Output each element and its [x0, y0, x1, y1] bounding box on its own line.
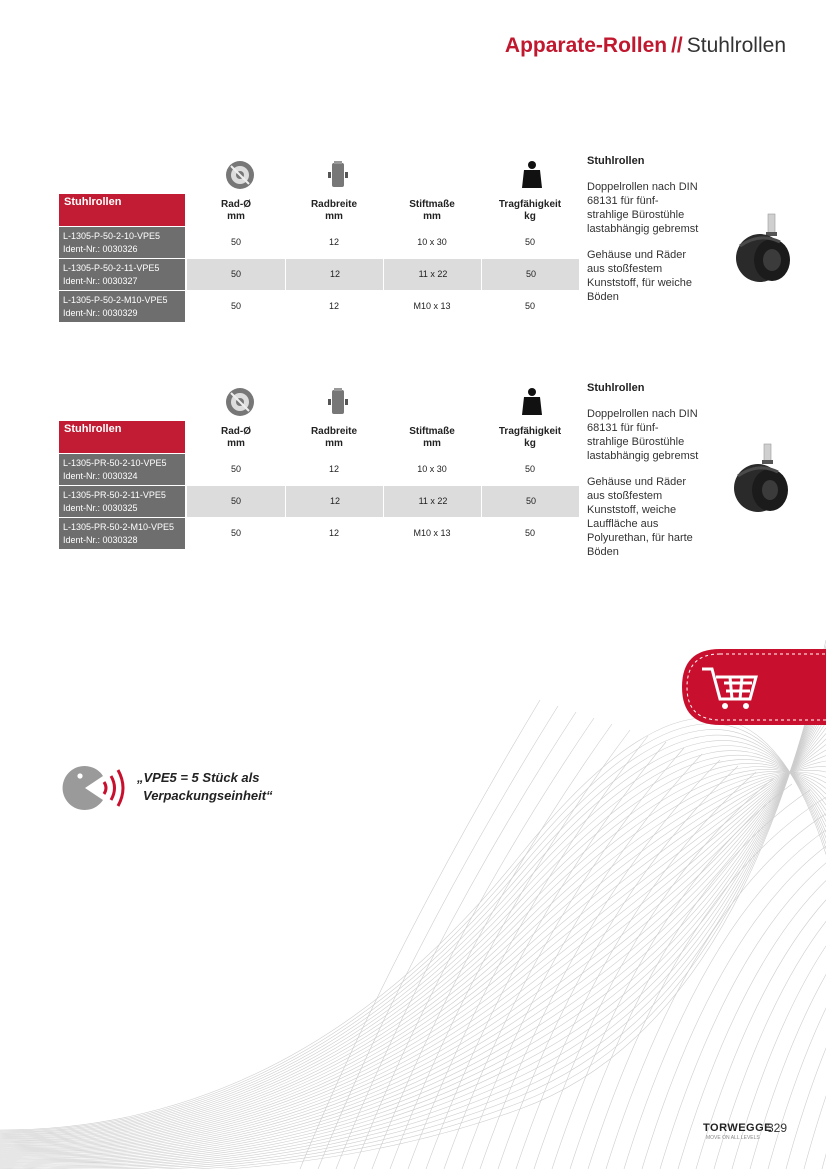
cell-wheel-width: 12: [328, 237, 339, 247]
cell-load-capacity: 50: [524, 464, 535, 474]
cell-load-capacity: 50: [524, 301, 535, 311]
cell-pin-size: M10 x 13: [413, 301, 451, 311]
col-header-pin-size: Stiftmaße mm: [409, 199, 455, 222]
table-icons-row: [217, 158, 579, 192]
description-heading: Stuhlrollen: [587, 155, 645, 167]
brand-tagline: MOVE ON ALL LEVELS: [706, 1135, 760, 1141]
product-code: L-1305-PR-50-2-11-VPE5 Ident-Nr.: 0030325: [59, 486, 185, 517]
cell-load-capacity: 50: [481, 486, 580, 517]
product-description-2: [587, 381, 699, 571]
table-header: [59, 421, 579, 453]
brand-logo: TORWEGGE: [703, 1122, 772, 1134]
description-paragraph: Gehäuse und Räder aus stoßfestem Kunststoff, für weiche Böden: [587, 249, 692, 303]
page-header: [505, 34, 786, 58]
product-code: L-1305-P-50-2-10-VPE5 Ident-Nr.: 0030326: [59, 227, 185, 258]
col-header-load-capacity: Tragfähigkeit kg: [498, 426, 562, 449]
table-row: [59, 291, 579, 323]
cell-wheel-diameter: 50: [230, 269, 241, 279]
table-row: [59, 518, 579, 550]
cell-wheel-diameter: 50: [230, 237, 241, 247]
description-heading: Stuhlrollen: [587, 382, 645, 394]
wheel-diameter-icon: [223, 385, 257, 419]
wheel-width-icon: [321, 158, 355, 192]
col-header-pin-size: Stiftmaße mm: [409, 426, 455, 449]
shopping-cart-badge[interactable]: [680, 645, 826, 729]
col-header-wheel-diameter: Rad-Ø mm: [221, 199, 251, 222]
table-header: [59, 194, 579, 226]
chair-caster-image-2: [730, 440, 800, 520]
col-header-wheel-width: Radbreite mm: [310, 199, 358, 222]
packaging-unit-note: „VPE5 = 5 Stück als Verpackungseinheit“: [137, 770, 273, 803]
table-title: Stuhlrollen: [59, 194, 185, 226]
chair-caster-image-1: [730, 210, 800, 290]
table-icons-row: [217, 385, 579, 419]
header-subcategory: Stuhlrollen: [686, 34, 786, 57]
cell-load-capacity: 50: [524, 237, 535, 247]
description-paragraph: Doppelrollen nach DIN 68131 für fünf-strahlige Bürostühle lastabhängig gebremst: [587, 181, 699, 235]
cell-pin-size: 11 x 22: [383, 486, 482, 517]
page-number: 329: [767, 1121, 788, 1135]
cell-pin-size: M10 x 13: [413, 528, 451, 538]
product-code: L-1305-P-50-2-11-VPE5 Ident-Nr.: 0030327: [59, 259, 185, 290]
table-row: [59, 454, 579, 486]
packaging-unit-icon: [58, 762, 134, 814]
product-description-1: [587, 154, 699, 316]
product-code: L-1305-PR-50-2-10-VPE5 Ident-Nr.: 0030324: [59, 454, 185, 485]
description-paragraph: Gehäuse und Räder aus stoßfestem Kunststoff, weiche Lauffläche aus Polyurethan, für harte Böden: [587, 476, 693, 558]
header-separator: //: [671, 34, 683, 57]
cell-wheel-diameter: 50: [230, 464, 241, 474]
load-weight-icon: [515, 385, 549, 419]
cell-load-capacity: 50: [481, 259, 580, 290]
load-weight-icon: [515, 158, 549, 192]
table-row: [59, 227, 579, 259]
cell-wheel-diameter: 50: [230, 301, 241, 311]
cell-wheel-width: 12: [328, 301, 339, 311]
table-row: [59, 486, 579, 518]
product-code: L-1305-PR-50-2-M10-VPE5 Ident-Nr.: 0030328: [59, 518, 185, 549]
wheel-diameter-icon: [223, 158, 257, 192]
cell-wheel-width: 12: [285, 259, 384, 290]
wheel-width-icon: [321, 385, 355, 419]
table-title: Stuhlrollen: [59, 421, 185, 453]
description-paragraph: Doppelrollen nach DIN 68131 für fünf-strahlige Bürostühle lastabhängig gebremst: [587, 408, 699, 462]
cell-wheel-width: 12: [285, 486, 384, 517]
col-header-wheel-width: Radbreite mm: [310, 426, 358, 449]
cell-pin-size: 11 x 22: [383, 259, 482, 290]
col-header-wheel-diameter: Rad-Ø mm: [221, 426, 251, 449]
product-code: L-1305-P-50-2-M10-VPE5 Ident-Nr.: 0030329: [59, 291, 185, 322]
cell-wheel-diameter: 50: [230, 528, 241, 538]
col-header-load-capacity: Tragfähigkeit kg: [498, 199, 562, 222]
cell-wheel-width: 12: [328, 528, 339, 538]
cell-pin-size: 10 x 30: [417, 237, 447, 247]
cell-wheel-width: 12: [328, 464, 339, 474]
table-row: [59, 259, 579, 291]
cell-pin-size: 10 x 30: [417, 464, 447, 474]
header-category: Apparate-Rollen: [504, 34, 668, 57]
cell-load-capacity: 50: [524, 528, 535, 538]
cell-wheel-diameter: 50: [230, 496, 241, 506]
